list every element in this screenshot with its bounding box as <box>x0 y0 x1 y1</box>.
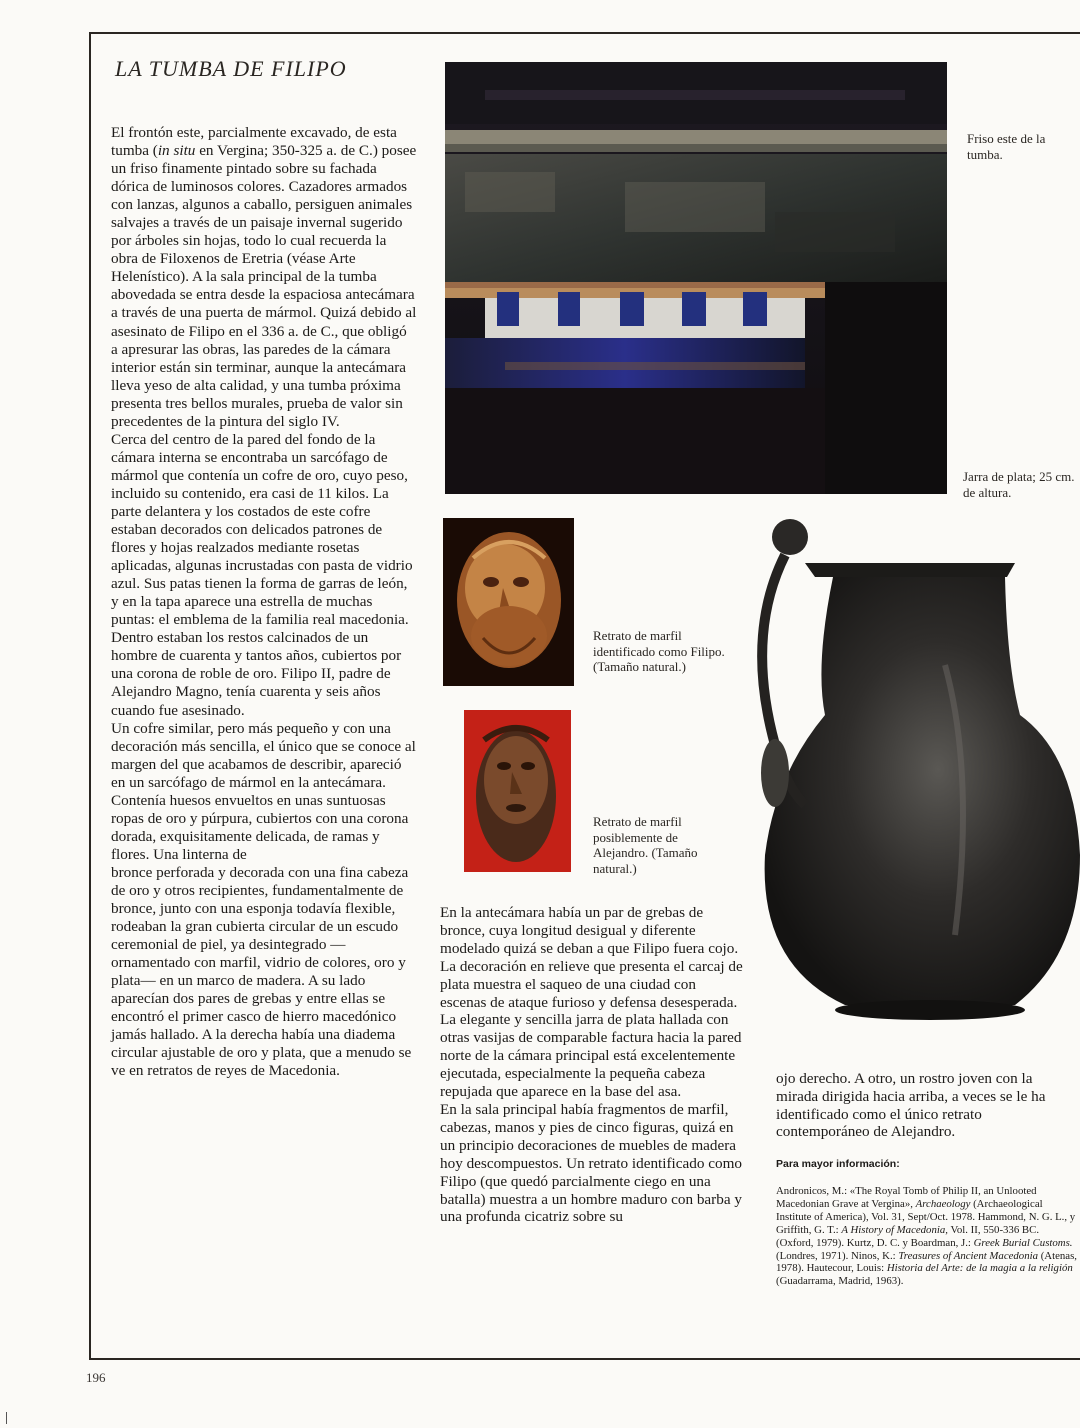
page-number: 196 <box>86 1370 106 1385</box>
paragraph-4: bronce perforada y decorada con una fina cabeza de oro y otros recipientes, fundamentalmente de bronce, junto con una esponja todavía flexible, rodeaban la gran cubierta circular de un escudo ceremonial de piel, ya desintegrado —ornamentado con marfil, vidrio de colores, oro y plata— en un marco de madera. A su lado aparecían dos pares de grebas y entre ellas se encontró el primer casco de hierro macedónico jamás hallado. A la derecha había una diadema circular ajustable de oro y plata, que a menudo se ve en retratos de reyes de Macedonia. <box>111 863 412 1080</box>
paragraph-6: En la sala principal había fragmentos de marfil, cabezas, manos y pies de cinco figuras, quizá en un principio decoraciones de muebles de madera hoy descompuestos. Un retrato identificado como Filipo (que quedó parcialmente ciego en una batalla) muestra a un hombre maduro con barba y una profunda cicatriz sobre su <box>440 1100 742 1226</box>
paragraph-7: ojo derecho. A otro, un rostro joven con la mirada dirigida hacia arriba, a veces se le ha identificado como el único retrato contemporáneo de Alejandro. <box>776 1070 1046 1141</box>
frieze-caption: Friso este de la tumba. <box>967 131 1046 162</box>
paragraph-5: En la antecámara había un par de grebas de bronce, cuya longitud desigual y diferente modelado quizá se deban a que Filipo fuera cojo. La decoración en relieve que presenta el carcaj de plata muestra el saqueo de una ciudad con escenas de ataque furioso y defensa desesperada. La elegante y sencilla jarra de plata hallada con otras vasijas de comparable factura hacia la pared norte de la cámara principal está excelentemente ejecutada, especialmente la pequeña cabeza repujada que aparece en la base del asa. <box>440 904 743 1101</box>
silver-jug-photo <box>745 515 1080 1025</box>
frieze-photo <box>445 62 947 494</box>
further-reading-heading: Para mayor información: <box>776 1158 900 1170</box>
bibliography-text: Andronicos, M.: «The Royal Tomb of Philip II, an Unlooted Macedonian Grave at Vergina», Archaeology (Archaeological Institute of America), Vol. 31, Sept/Oct. 1978. Hammond, N. G. L., y Griffith, G. T.: A History of Macedonia, Vol. II, 550-336 BC. (Oxford, 1979). Kurtz, D. C. y Boardman, J.: Greek Burial Customs. (Londres, 1971). Ninos, K.: Treasures of Ancient Macedonia (Atenas, 1978). Hautecour, Louis: Historia del Arte: de la magia a la religión (Guadarrama, Madrid, 1963). <box>776 1185 1077 1288</box>
paragraph-2: Cerca del centro de la pared del fondo de la cámara interna se encontraba un sarcófago de mármol que contenía un cofre de oro, cuyo peso, incluido su contenido, era casi de 11 kilos. La parte delantera y los costados de este cofre estaban decorados con delicados patrones de flores y hojas realzados mediante rosetas aplicadas, algunas incrustadas con pasta de vidrio azul. Sus patas tienen la forma de garras de león, y en la tapa aparece una estrella de muchas puntas: el emblema de la familia real macedonia. Dentro estaban los restos calcinados de un hombre de cuarenta y tantos años, cubiertos por una corona de roble de oro. Filipo II, padre de Alejandro Magno, tenía cuarenta y seis años cuando fue asesinado. <box>111 430 413 719</box>
portrait-alejandro-photo <box>464 710 571 872</box>
left-column <box>111 124 417 1080</box>
portrait-alejandro-caption: Retrato de marfil posiblemente de Alejandro. (Tamaño natural.) <box>593 814 698 876</box>
paragraph-3: Un cofre similar, pero más pequeño y con una decoración más sencilla, el único que se conoce al margen del que acabamos de describir, apareció en un sarcófago de mármol en la antecámara. Contenía huesos envueltos en unas suntuosas ropas de oro y púrpura, cubiertos con una corona dorada, exquisitamente delicada, de ramas y flores. Una linterna de <box>111 719 416 863</box>
jug-caption: Jarra de plata; 25 cm. de altura. <box>963 469 1075 500</box>
page-title: LA TUMBA DE FILIPO <box>115 56 347 81</box>
portrait-filipo-caption: Retrato de marfil identificado como Filipo. (Tamaño natural.) <box>593 628 725 674</box>
paragraph-1: El frontón este, parcialmente excavado, de esta tumba (in situ en Vergina; 350-325 a. de C.) posee un friso finamente pintado sobre su fachada dórica de luminosos colores. Cazadores armados con lanzas, algunos a caballo, persiguen animales salvajes a través de un paisaje invernal sugerido por árboles sin hojas, todo lo cual recuerda la obra de Filoxenos de Eretria (véase Arte Helenístico). A la sala principal de la tumba abovedada se entra desde la espaciosa antecámara a través de una puerta de mármol. Quizá debido al asesinato de Filipo en el 336 a. de C., que obligó a apresurar las obras, las paredes de la cámara interior están sin terminar, aunque la antecámara lleva yeso de alta calidad, y una tumba próxima presenta tres bellos murales, prueba de valor sin precedentes de la pintura del siglo IV. <box>111 124 417 430</box>
middle-column <box>440 904 745 1226</box>
right-column <box>776 1070 1076 1141</box>
portrait-filipo-photo <box>443 518 574 686</box>
margin-mark <box>6 1412 7 1424</box>
